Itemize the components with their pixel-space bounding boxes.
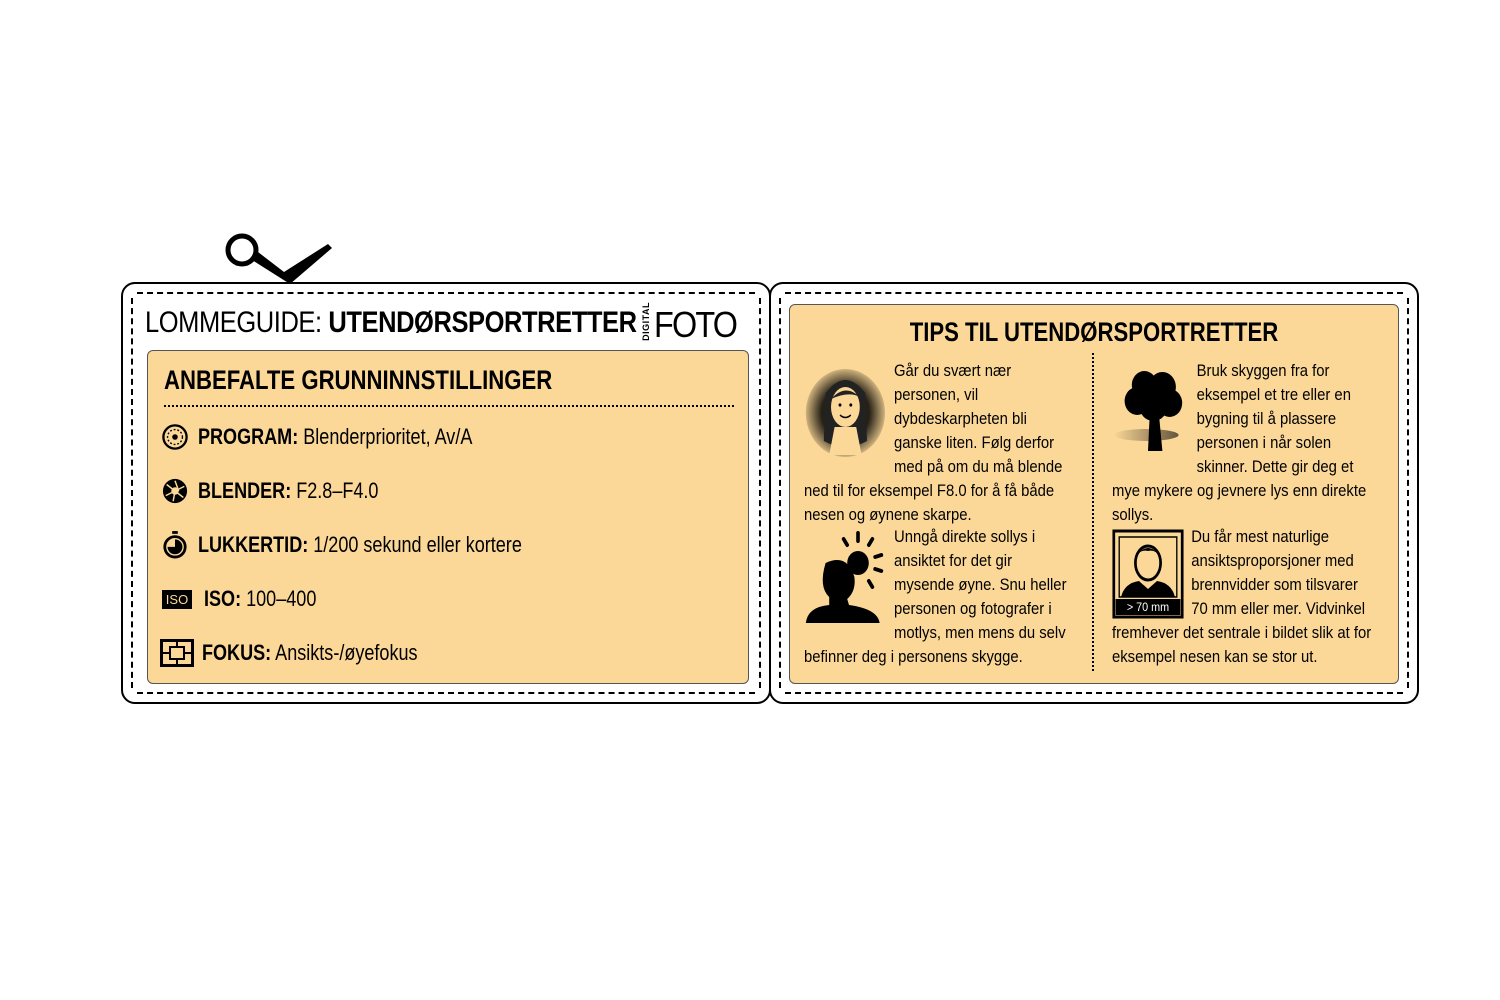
settings-card xyxy=(121,282,771,704)
tip-focal-length xyxy=(1112,525,1373,669)
stopwatch-icon xyxy=(162,532,188,558)
setting-iso xyxy=(162,581,341,617)
setting-focus xyxy=(162,635,465,671)
tip-shade xyxy=(1112,359,1373,527)
portrait-woman-icon xyxy=(804,363,887,464)
cut-line-right xyxy=(1407,298,1409,688)
iso-value: 100–400 xyxy=(246,586,317,611)
tip-focal-length-text: Du får mest naturlige ansiktsproporsjoner med brennvidder som tilsvarer 70 mm eller mer. Vidvinkel fremhever det sentrale i bildet slik at for eksempel nesen kan se stor ut. xyxy=(1112,528,1372,666)
iso-icon-text: ISO xyxy=(162,590,192,609)
logo-big-text: FOTO xyxy=(653,303,736,345)
focal-length-portrait-icon xyxy=(1112,529,1184,619)
cut-line-right xyxy=(759,298,761,688)
cut-line-bottom xyxy=(785,692,1403,694)
scissors-icon xyxy=(220,232,335,288)
mode-dial-icon xyxy=(162,424,188,450)
sun-head-icon xyxy=(804,529,887,630)
title-prefix: LOMMEGUIDE: xyxy=(145,306,322,339)
dotted-divider xyxy=(164,405,734,407)
tip-backlight xyxy=(804,525,1074,669)
tip-backlight-text: Unngå direkte sollys i ansiktet for det gir mysende øyne. Snu heller personen og fotografer i motlys, men mens du selv befinner deg i personens skygge. xyxy=(804,528,1067,666)
tip-depth-of-field xyxy=(804,359,1074,527)
iso-label: ISO: xyxy=(204,586,242,611)
dotted-column-divider xyxy=(1092,353,1094,671)
page-title xyxy=(145,306,637,340)
focal-length-icon-label: > 70 mm xyxy=(1126,600,1170,614)
tips-heading: TIPS TIL UTENDØRSPORTRETTER xyxy=(909,317,1279,347)
tips-card xyxy=(769,282,1419,704)
cut-line-left xyxy=(131,298,133,688)
cut-line-bottom xyxy=(137,692,755,694)
tip-shade-text: Bruk skyggen fra for eksempel et tre eller en bygning til å plassere personen i når solen skinner. Dette gir deg et mye mykere og jevnere lys enn direkte sollys. xyxy=(1112,362,1367,524)
shutter-label: LUKKERTID: xyxy=(198,532,309,557)
setting-aperture xyxy=(162,473,418,509)
title-main: UTENDØRSPORTRETTER xyxy=(328,306,637,339)
shutter-value: 1/200 sekund eller kortere xyxy=(313,532,522,557)
program-value: Blenderprioritet, Av/A xyxy=(303,424,473,449)
cut-line-top xyxy=(785,292,1403,294)
aperture-value: F2.8–F4.0 xyxy=(296,478,379,503)
digital-foto-logo xyxy=(641,302,745,343)
program-label: PROGRAM: xyxy=(198,424,299,449)
tips-panel xyxy=(789,304,1399,684)
iso-icon xyxy=(158,586,196,612)
setting-program xyxy=(162,419,533,455)
logo-small-text: DIGITAL xyxy=(640,302,651,341)
aperture-icon xyxy=(162,478,188,504)
cut-line-top xyxy=(137,292,755,294)
settings-heading: ANBEFALTE GRUNNINNSTILLINGER xyxy=(164,365,553,395)
focus-frame-icon xyxy=(160,640,194,666)
settings-panel xyxy=(147,350,749,684)
cut-line-left xyxy=(779,298,781,688)
tip-depth-of-field-text: Går du svært nær personen, vil dybdeskarpheten bli ganske liten. Følg derfor med på om du må blende ned til for eksempel F8.0 for å få både nesen og øynene skarpe. xyxy=(804,362,1063,524)
focus-label: FOKUS: xyxy=(202,640,272,665)
aperture-label: BLENDER: xyxy=(198,478,292,503)
setting-shutter xyxy=(162,527,593,563)
focus-value: Ansikts-/øyefokus xyxy=(275,640,418,665)
tree-icon xyxy=(1112,363,1189,462)
